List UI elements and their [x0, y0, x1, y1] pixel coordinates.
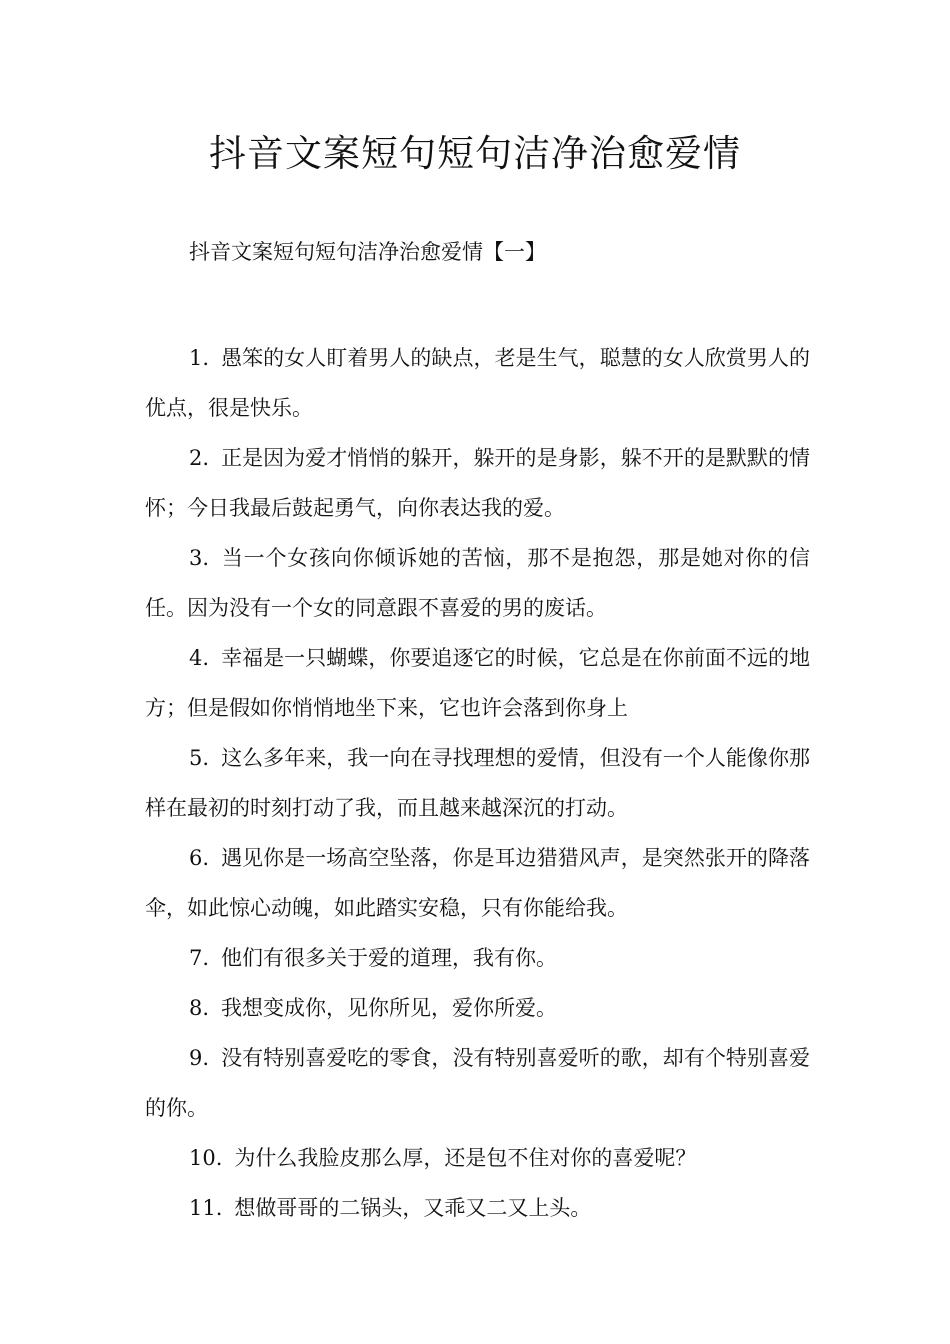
quote-item-7	[145, 933, 810, 983]
quote-number: 10.	[189, 1146, 223, 1170]
document-title: 抖音文案短句短句洁净治愈爱情	[209, 132, 741, 175]
quote-number: 8.	[189, 996, 210, 1020]
quote-number: 4.	[189, 646, 210, 670]
quote-item-4	[145, 633, 810, 733]
quote-text: 正是因为爱才悄悄的躲开，躲开的是身影，躲不开的是默默的情怀；今日我最后鼓起勇气，向你表达我的爱。	[145, 446, 810, 520]
quote-text: 遇见你是一场高空坠落，你是耳边猎猎风声，是突然张开的降落伞，如此惊心动魄，如此踏实安稳，只有你能给我。	[145, 846, 810, 920]
quote-text: 幸福是一只蝴蝶，你要追逐它的时候，它总是在你前面不远的地方；但是假如你悄悄地坐下来，它也许会落到你身上	[145, 646, 810, 720]
quote-item-9	[145, 1033, 810, 1133]
quote-list	[145, 333, 810, 1233]
section-heading: 抖音文案短句短句洁净治愈爱情【一】	[189, 240, 546, 264]
quote-item-11	[145, 1183, 810, 1233]
quote-text: 这么多年来，我一向在寻找理想的爱情，但没有一个人能像你那样在最初的时刻打动了我，而且越来越深沉的打动。	[145, 746, 810, 820]
quote-text: 他们有很多关于爱的道理，我有你。	[221, 946, 558, 970]
quote-number: 9.	[189, 1046, 210, 1070]
quote-number: 1.	[189, 346, 210, 370]
quote-text: 我想变成你，见你所见，爱你所爱。	[221, 996, 558, 1020]
quote-item-1	[145, 333, 810, 433]
quote-number: 2.	[189, 446, 210, 470]
quote-item-5	[145, 733, 810, 833]
quote-number: 6.	[189, 846, 210, 870]
quote-item-6	[145, 833, 810, 933]
quote-number: 11.	[189, 1196, 223, 1220]
quote-item-2	[145, 433, 810, 533]
quote-number: 3.	[189, 546, 210, 570]
quote-item-3	[145, 533, 810, 633]
quote-item-10	[145, 1133, 810, 1183]
quote-number: 5.	[189, 746, 210, 770]
quote-text: 没有特别喜爱吃的零食，没有特别喜爱听的歌，却有个特别喜爱的你。	[145, 1046, 810, 1120]
quote-text: 为什么我脸皮那么厚，还是包不住对你的喜爱呢？	[234, 1146, 697, 1170]
quote-number: 7.	[189, 946, 210, 970]
quote-item-8	[145, 983, 810, 1033]
quote-text: 想做哥哥的二锅头，又乖又二又上头。	[234, 1196, 592, 1220]
quote-text: 愚笨的女人盯着男人的缺点，老是生气，聪慧的女人欣赏男人的优点，很是快乐。	[145, 346, 810, 420]
quote-text: 当一个女孩向你倾诉她的苦恼，那不是抱怨，那是她对你的信任。因为没有一个女的同意跟不喜爱的男的废话。	[145, 546, 810, 620]
